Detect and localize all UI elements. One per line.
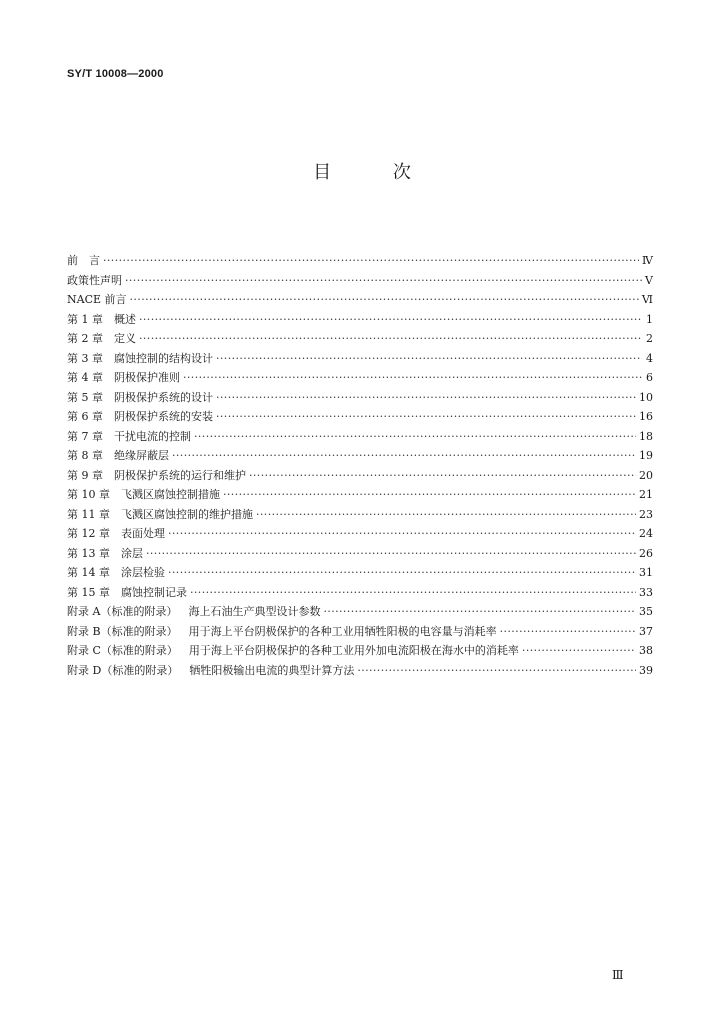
toc-leader-dots: [183, 368, 642, 388]
toc-entry-number: 第 2 章: [67, 332, 103, 345]
toc-entry-label: [67, 446, 169, 466]
toc-entry-number: 第 7 章: [67, 429, 103, 443]
toc-entry-page: 39: [639, 663, 653, 677]
toc-leader-dots: [357, 661, 636, 681]
toc-entry-page: 4: [646, 351, 653, 365]
toc-entry[interactable]: [67, 544, 653, 564]
toc-leader-dots: [323, 602, 636, 622]
toc-entry-label: [67, 388, 213, 408]
toc-entry-page: 23: [639, 507, 653, 521]
toc-entry-label: [67, 661, 354, 681]
toc-entry-label: [67, 466, 246, 486]
toc-entry-page: 35: [639, 605, 653, 618]
toc-entry-label: [67, 310, 136, 330]
toc-entry-page: Ⅳ: [642, 254, 653, 267]
toc-entry-label: [67, 368, 180, 388]
toc-entry[interactable]: [67, 563, 653, 583]
toc-entry-page: 37: [639, 624, 653, 638]
toc-entry-number: 第 11 章: [67, 507, 110, 521]
toc-entry-title: 概述: [114, 312, 136, 326]
toc-leader-dots: [172, 446, 636, 466]
toc-entry-label: [67, 251, 100, 271]
toc-leader-dots: [216, 388, 636, 408]
toc-entry[interactable]: [67, 466, 653, 486]
toc-entry-page: 2: [646, 332, 653, 345]
toc-leader-dots: [103, 251, 639, 271]
toc-entry-page: 1: [646, 312, 653, 326]
toc-entry-title: 涂层: [121, 546, 143, 560]
toc-entry-page: 38: [639, 644, 653, 657]
toc-entry-title: 海上石油生产典型设计参数: [188, 605, 321, 618]
toc-leader-dots: [216, 407, 636, 427]
toc-entry-page: 18: [639, 429, 653, 443]
toc-entry-number: 第 14 章: [67, 566, 110, 579]
toc-entry-page: 10: [639, 390, 653, 404]
standard-code: SY/T 10008—2000: [67, 68, 164, 80]
toc-entry[interactable]: [67, 388, 653, 408]
toc-entry[interactable]: [67, 446, 653, 466]
toc-entry-label: [67, 563, 165, 583]
toc-entry[interactable]: [67, 505, 653, 525]
page-number: Ⅲ: [612, 968, 624, 982]
toc-leader-dots: [194, 427, 636, 447]
toc-entry-title: 腐蚀控制的结构设计: [114, 351, 213, 365]
toc-entry-number: 第 6 章: [67, 410, 103, 423]
toc-entry-number: 附录 D（标准的附录）: [67, 663, 179, 677]
toc-entry-number: 第 3 章: [67, 351, 103, 365]
toc-entry-page: 20: [639, 468, 653, 482]
toc-entry-label: [67, 329, 136, 349]
toc-entry[interactable]: [67, 602, 653, 622]
toc-entry-page: 6: [646, 371, 653, 384]
toc-entry-page: 19: [639, 449, 653, 462]
toc-entry-page: 33: [639, 585, 653, 599]
toc-entry[interactable]: [67, 290, 653, 310]
toc-entry-page: 31: [639, 566, 653, 579]
toc-entry-label: [67, 485, 220, 505]
toc-entry-title: 牺牲阳极输出电流的典型计算方法: [189, 663, 355, 677]
toc-entry-number: 第 9 章: [67, 468, 103, 482]
toc-entry[interactable]: [67, 349, 653, 369]
toc-entry-number: 附录 B（标准的附录）: [67, 624, 178, 638]
toc-entry-title: 阴极保护准则: [114, 371, 180, 384]
toc-entry-label: [67, 349, 213, 369]
toc-entry-title: 飞溅区腐蚀控制措施: [121, 488, 220, 501]
toc-entry-page: 26: [639, 546, 653, 560]
toc-entry-number: 第 4 章: [67, 371, 103, 384]
toc-leader-dots: [146, 544, 636, 564]
toc-entry-label: [67, 524, 165, 544]
toc-entry-title: 定义: [114, 332, 136, 345]
toc-entry-page: Ⅵ: [641, 293, 653, 306]
toc-entry-number: 附录 C（标准的附录）: [67, 644, 178, 657]
toc-entry-title: 用于海上平台阴极保护的各种工业用外加电流阳极在海水中的消耗率: [188, 644, 519, 657]
page-title: 目 次: [313, 162, 439, 183]
toc-entry-number: NACE 前言: [67, 293, 127, 306]
toc-entry-label: [67, 544, 143, 564]
toc-entry-title: 用于海上平台阴极保护的各种工业用牺牲阳极的电容量与消耗率: [188, 624, 497, 638]
toc-leader-dots: [168, 524, 636, 544]
toc-entry-title: 干扰电流的控制: [114, 429, 191, 443]
toc-entry[interactable]: [67, 622, 653, 642]
toc-entry-title: 绝缘屏蔽层: [114, 449, 169, 462]
toc-entry[interactable]: [67, 524, 653, 544]
toc-entry-page: 16: [639, 410, 653, 423]
toc-entry[interactable]: [67, 583, 653, 603]
toc-entry-page: 24: [639, 527, 653, 540]
toc-entry[interactable]: [67, 661, 653, 681]
toc-entry-number: 第 15 章: [67, 585, 110, 599]
toc-entry-label: [67, 641, 519, 661]
toc-entry[interactable]: [67, 329, 653, 349]
toc-entry[interactable]: [67, 251, 653, 271]
toc-entry-title: 表面处理: [121, 527, 165, 540]
toc-entry[interactable]: [67, 271, 653, 291]
toc-entry-number: 前 言: [67, 254, 100, 267]
table-of-contents: [67, 251, 653, 680]
toc-entry-label: [67, 505, 253, 525]
toc-entry-label: [67, 407, 213, 427]
toc-leader-dots: [249, 466, 636, 486]
toc-leader-dots: [223, 485, 636, 505]
toc-leader-dots: [522, 641, 636, 661]
toc-leader-dots: [256, 505, 636, 525]
toc-entry-label: [67, 427, 191, 447]
toc-entry[interactable]: [67, 368, 653, 388]
toc-entry-page: Ⅴ: [645, 273, 653, 287]
toc-entry[interactable]: [67, 407, 653, 427]
toc-leader-dots: [139, 329, 642, 349]
toc-entry-label: [67, 622, 497, 642]
toc-leader-dots: [168, 563, 636, 583]
toc-entry-number: 附录 A（标准的附录）: [67, 605, 178, 618]
toc-entry-number: 第 10 章: [67, 488, 110, 501]
toc-entry-number: 第 1 章: [67, 312, 103, 326]
toc-leader-dots: [500, 622, 636, 642]
toc-entry[interactable]: [67, 641, 653, 661]
toc-entry-number: 第 12 章: [67, 527, 110, 540]
toc-entry-title: 阴极保护系统的运行和维护: [114, 468, 246, 482]
toc-entry-label: [67, 583, 187, 603]
toc-leader-dots: [216, 349, 642, 369]
toc-entry-title: 飞溅区腐蚀控制的维护措施: [121, 507, 253, 521]
toc-leader-dots: [139, 310, 642, 330]
toc-leader-dots: [130, 290, 639, 310]
toc-entry[interactable]: [67, 310, 653, 330]
toc-leader-dots: [190, 583, 636, 603]
toc-entry-label: [67, 602, 320, 622]
toc-entry[interactable]: [67, 427, 653, 447]
toc-entry-number: 第 8 章: [67, 449, 103, 462]
toc-entry-page: 21: [639, 488, 653, 501]
toc-entry-label: [67, 290, 127, 310]
toc-entry[interactable]: [67, 485, 653, 505]
toc-entry-title: 腐蚀控制记录: [121, 585, 187, 599]
toc-entry-label: [67, 271, 122, 291]
toc-entry-number: 第 5 章: [67, 390, 103, 404]
toc-leader-dots: [125, 271, 642, 291]
toc-entry-title: 阴极保护系统的安装: [114, 410, 213, 423]
toc-entry-number: 第 13 章: [67, 546, 110, 560]
toc-entry-title: 阴极保护系统的设计: [114, 390, 213, 404]
toc-entry-title: 涂层检验: [121, 566, 165, 579]
toc-entry-number: 政策性声明: [67, 273, 122, 287]
